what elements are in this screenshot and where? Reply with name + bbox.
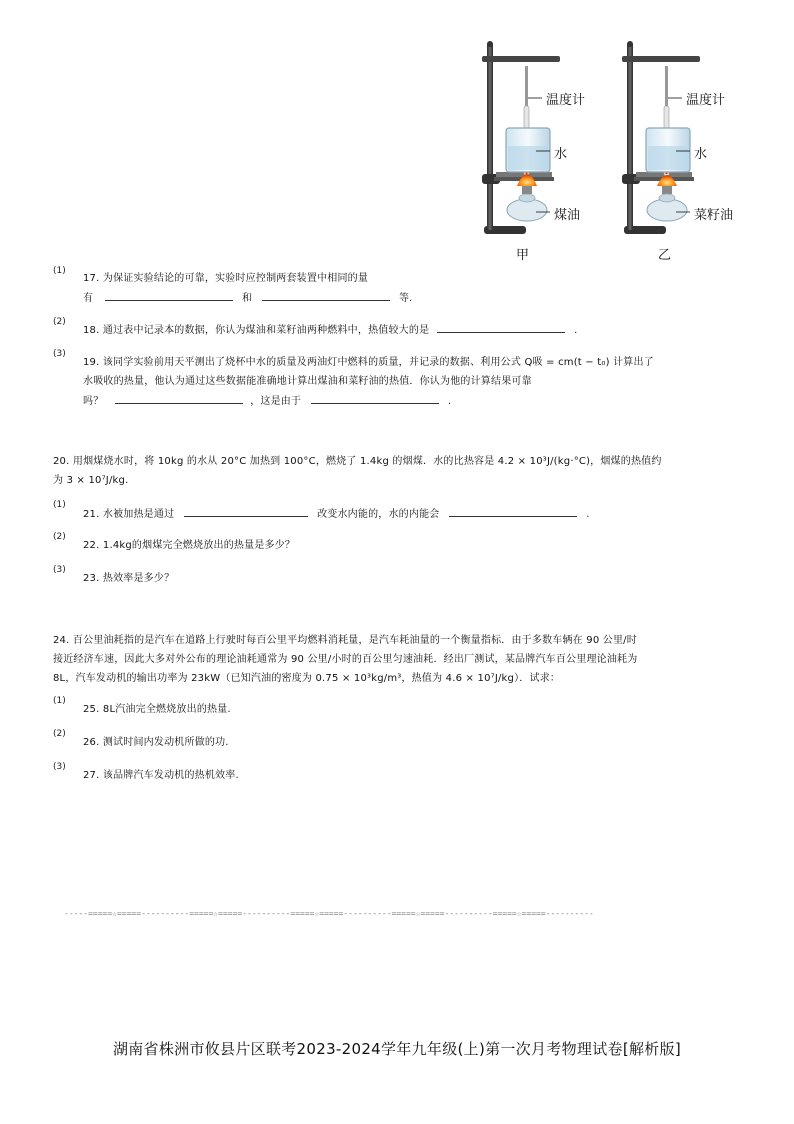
q19-pre: 吗？	[83, 396, 104, 407]
q19-line2: 水吸收的热量，他认为通过这些数据能准确地计算出煤油和菜籽油的热值．你认为他的计算结果可靠	[83, 376, 532, 387]
q23-subnum: (3)	[53, 565, 66, 575]
label-fuel-b: 菜籽油	[694, 208, 734, 223]
q24-line3: 8L，汽车发动机的输出功率为 23kW（已知汽油的密度为 0.75 × 10³kg/m³，热值为 4.6 × 10⁷J/kg）．试求：	[53, 673, 561, 684]
q17-blank-2[interactable]	[262, 288, 390, 301]
q17-subnum: (1)	[53, 266, 66, 276]
q17-pre: 有	[83, 293, 94, 304]
caption-a: 甲	[516, 248, 530, 263]
q19-mid: ，这是由于	[250, 396, 302, 407]
q25-text: 25. 8L汽油完全燃烧放出的热量.	[83, 704, 231, 715]
experiment-figure	[470, 36, 770, 266]
q24-line2: 接近经济车速，因此大多对外公布的理论油耗通常为 90 公里/小时的百公里匀速油耗．经出厂测试，某品牌汽车百公里理论油耗为	[53, 654, 638, 665]
label-water-a: 水	[554, 147, 568, 162]
label-fuel-a: 煤油	[554, 208, 581, 223]
q21-end: .	[586, 509, 590, 520]
q21-line	[83, 504, 590, 524]
q18-text: 18. 通过表中记录本的数据，你认为煤油和菜籽油两种燃料中，热值较大的是	[83, 325, 430, 336]
q20-line1: 20. 用烟煤烧水时，将 10kg 的水从 20°C 加热到 100°C，燃烧了 1.4kg 的烟煤．水的比热容是 4.2 × 10³J/(kg·°C)，烟煤的热值约	[53, 456, 662, 467]
q26-subnum: (2)	[53, 729, 66, 739]
document-title: 湖南省株洲市攸县片区联考2023-2024学年九年级(上)第一次月考物理试卷[解析版]	[112, 1040, 682, 1058]
q17-mid: 和	[241, 293, 253, 304]
q24-line1: 24. 百公里油耗指的是汽车在道路上行驶时每百公里平均燃料消耗量，是汽车耗油量的一个衡量指标．由于多数车辆在 90 公里/时	[53, 635, 637, 646]
q27-text: 27. 该品牌汽车发动机的热机效率.	[83, 770, 239, 781]
q17-line2	[83, 288, 413, 308]
q19-line3	[83, 391, 451, 411]
q19-end: .	[447, 396, 452, 407]
q22-subnum: (2)	[53, 532, 66, 542]
q27-subnum: (3)	[53, 762, 66, 772]
q19-blank-1[interactable]	[115, 391, 243, 404]
q17-blank-1[interactable]	[105, 288, 233, 301]
apparatus-b	[622, 41, 700, 234]
label-water-b: 水	[694, 147, 708, 162]
q19-subnum: (3)	[53, 349, 66, 359]
q21-pre: 21. 水被加热是通过	[83, 509, 175, 520]
q18-blank[interactable]	[437, 320, 565, 333]
label-thermometer-a: 温度计	[546, 93, 586, 108]
q21-mid: 改变水内能的，水的内能会	[317, 509, 440, 520]
q21-subnum: (1)	[53, 500, 66, 510]
q22-text: 22. 1.4kg的烟煤完全燃烧放出的热量是多少？	[83, 540, 296, 551]
q17-end: 等.	[398, 293, 413, 304]
caption-b: 乙	[658, 248, 672, 263]
q21-blank-1[interactable]	[184, 504, 308, 517]
q19-line1: 19. 该同学实验前用天平测出了烧杯中水的质量及两油灯中燃料的质量，并记录的数据、利用公式 Q吸 = cm(t − t₀) 计算出了	[83, 357, 654, 368]
apparatus-a	[482, 41, 560, 234]
section-divider: -----=====☆=====----------=====☆=====----------=====☆=====----------=====☆=====----------=====☆=====----------	[64, 909, 594, 918]
q23-text: 23. 热效率是多少？	[83, 573, 175, 584]
q17-line1: 17. 为保证实验结论的可靠，实验时应控制两套装置中相同的量	[83, 273, 369, 284]
q18-end: .	[574, 325, 578, 336]
q20-line2: 为 3 × 10⁷J/kg.	[53, 475, 129, 486]
q21-blank-2[interactable]	[449, 504, 577, 517]
label-thermometer-b: 温度计	[686, 93, 726, 108]
q19-blank-2[interactable]	[311, 391, 439, 404]
q18-subnum: (2)	[53, 317, 66, 327]
q25-subnum: (1)	[53, 696, 66, 706]
q18-line	[83, 320, 577, 340]
q26-text: 26. 测试时间内发动机所做的功.	[83, 737, 229, 748]
apparatus-svg	[470, 36, 770, 266]
